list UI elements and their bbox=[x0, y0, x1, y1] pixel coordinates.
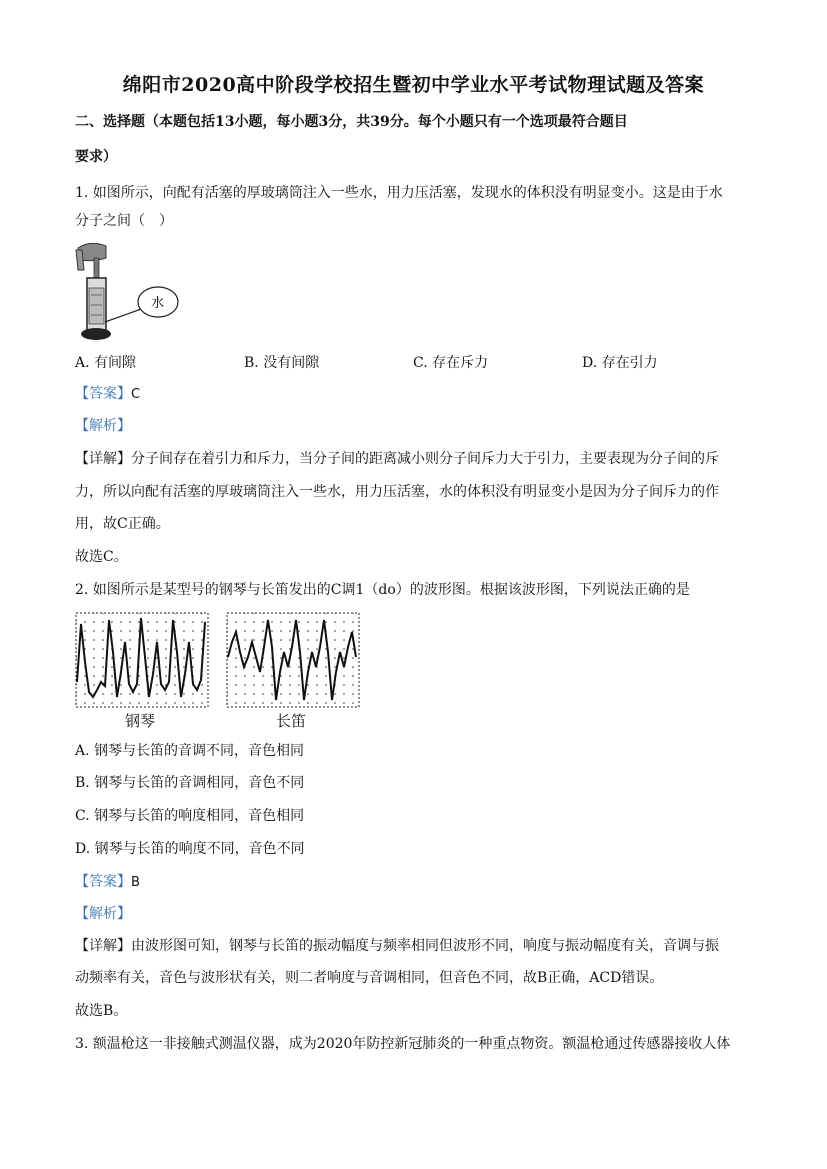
q1-stem-line1: 1. 如图所示，向配有活塞的厚玻璃筒注入一些水，用力压活塞，发现水的体积没有明显变小。这是由于水 bbox=[75, 185, 723, 201]
q2-caption-flute: 长笛 bbox=[276, 712, 307, 730]
q1-conclusion: 故选C。 bbox=[75, 549, 128, 565]
q1-answer bbox=[75, 384, 755, 405]
q1-option-d: D. 存在引力 bbox=[582, 355, 658, 371]
q2-detail-line1: 【详解】由波形图可知，钢琴与长笛的振动幅度与频率相同但波形不同，响度与振动幅度有关，音调与振 bbox=[75, 938, 719, 954]
q2-option-a: A. 钢琴与长笛的音调不同，音色相同 bbox=[75, 743, 305, 759]
q2-answer bbox=[75, 872, 755, 893]
q2-analysis-tag: 【解析】 bbox=[75, 906, 131, 922]
q2-conclusion: 故选B。 bbox=[75, 1003, 128, 1019]
q2-option-b: B. 钢琴与长笛的音调相同，音色不同 bbox=[75, 775, 305, 791]
q1-option-c: C. 存在斥力 bbox=[413, 355, 489, 371]
q2-answer-tag: 【答案】 bbox=[75, 874, 131, 890]
q1-detail-line1: 【详解】分子间存在着引力和斥力，当分子间的距离减小则分子间斥力大于引力，主要表现为分子间的斥 bbox=[75, 451, 719, 467]
q1-figure-label: 水 bbox=[151, 296, 165, 311]
section-heading: 二、选择题（本题包括13小题，每小题3分，共39分。每个小题只有一个选项最符合题目 bbox=[75, 114, 628, 130]
q2-option-c: C. 钢琴与长笛的响度相同，音色相同 bbox=[75, 808, 305, 824]
q2-piano-waveform bbox=[75, 612, 209, 708]
q1-figure-piston-cylinder bbox=[72, 240, 182, 345]
section-heading-cont: 要求） bbox=[75, 149, 117, 165]
q1-answer-tag: 【答案】 bbox=[75, 386, 131, 402]
q2-option-d: D. 钢琴与长笛的响度不同，音色不同 bbox=[75, 841, 305, 857]
q1-detail-line3: 用，故C正确。 bbox=[75, 516, 170, 532]
q2-answer-value: B bbox=[131, 875, 140, 890]
q1-option-a: A. 有间隙 bbox=[75, 355, 137, 371]
q2-detail-line2: 动频率有关，音色与波形状有关，则二者响度与音调相同，但音色不同，故B正确，ACD错误。 bbox=[75, 970, 664, 986]
q2-stem: 2. 如图所示是某型号的钢琴与长笛发出的C调1（do）的波形图。根据该波形图，下列说法正确的是 bbox=[75, 582, 690, 598]
page-title: 绵阳市2020高中阶段学校招生暨初中学业水平考试物理试题及答案 bbox=[122, 74, 705, 96]
q1-detail-line2: 力，所以向配有活塞的厚玻璃筒注入一些水，用力压活塞，水的体积没有明显变小是因为分子间斥力的作 bbox=[75, 484, 719, 500]
q1-stem-line2: 分子之间（ ） bbox=[75, 213, 173, 229]
q3-stem: 3. 额温枪这一非接触式测温仪器，成为2020年防控新冠肺炎的一种重点物资。额温枪通过传感器接收人体 bbox=[75, 1036, 731, 1052]
q1-answer-value: C bbox=[131, 387, 141, 402]
q2-flute-waveform bbox=[226, 612, 360, 708]
q1-option-b: B. 没有间隙 bbox=[244, 355, 320, 371]
q1-analysis-tag: 【解析】 bbox=[75, 418, 131, 434]
q2-caption-piano: 钢琴 bbox=[125, 712, 156, 730]
